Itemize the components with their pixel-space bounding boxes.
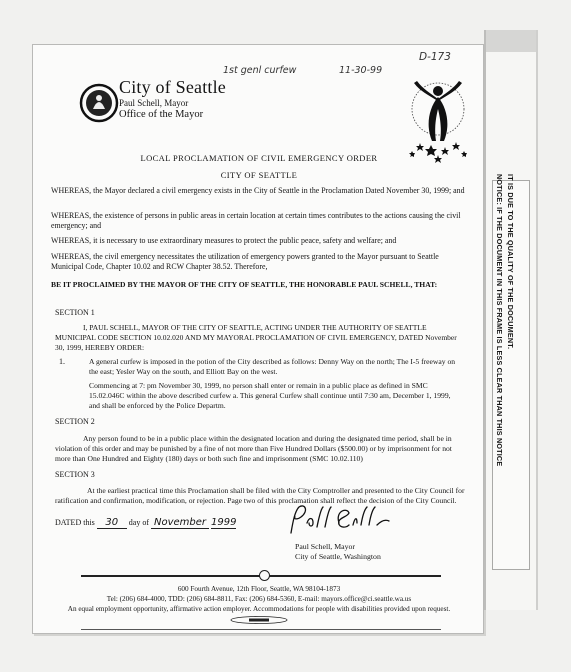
penalty-text: Any person found to be in a public place within the designated location and during the designated time period, shall be in violation of this order and may be punished by a fine of not more than Five Hundred Dollars ($500.00) or by imprisonment for not more than One Hundred and Eighty (180) days or both such fine and imprisonment (SMC 10.02.110)	[55, 434, 452, 463]
city-name: City of Seattle	[119, 77, 226, 97]
microfilm-side-strip	[484, 30, 538, 610]
footer-contact: Tel: (206) 684-4000, TDD: (206) 684-8811, Fax: (206) 684-5360, E-mail: mayors.office@ci.seattle.wa.us	[106, 595, 412, 603]
notice-frame	[492, 174, 530, 570]
footer-equal-opportunity: An equal employment opportunity, affirmative action employer. Accommodations for people with disabilities provided upon request.	[67, 605, 451, 613]
document-page	[32, 44, 484, 634]
filing-text: At the earliest practical time this Proclamation shall be filed with the City Comptroller and presented to the City Council for ratification and confirmation, modification, or rejection. Page two of this proclamation shall reflect the decision of the City Council.	[55, 486, 465, 505]
curfew-area-text: A general curfew is imposed in the potion of the City described as follows: Denny Way on the north; The I-5 freeway on the east; Yesler Way on the south, and Elliott Bay on the west.	[89, 357, 456, 376]
dated-mid: day of	[128, 518, 149, 527]
section-heading: SECTION 2	[55, 417, 95, 426]
dated-year: 1999	[211, 517, 237, 528]
curfew-time-text: Commencing at 7: pm November 30, 1999, no person shall enter or remain in a public place as defined in SMC 15.02.046C within the above described curfew a. This general Curfew shall continue until 7:30 am, December 1, 1999, and shall be enforced by the Police Departm.	[89, 381, 451, 410]
notice-line-1: NOTICE: IF THE DOCUMENT IN THIS FRAME IS LESS CLEAR THAN THIS NOTICE	[495, 174, 504, 467]
footer-seal-icon	[259, 570, 270, 581]
city-seal-logo-icon	[79, 83, 119, 123]
list-number: 1.	[59, 357, 65, 366]
proclamation-subtitle: CITY OF SEATTLE	[220, 170, 298, 180]
footer-address: 600 Fourth Avenue, 12th Floor, Seattle, WA 98104-1873	[177, 585, 341, 593]
whereas-paragraph: WHEREAS, the existence of persons in public areas in certain location at certain times contributes to the actions causing the civil emergency; and	[51, 211, 461, 230]
handwritten-note: 1st genl curfew	[223, 65, 297, 76]
notice-line-2: IT IS DUE TO THE QUALITY OF THE DOCUMENT.	[506, 174, 515, 350]
dated-month: November	[151, 517, 209, 529]
office-name: Office of the Mayor	[119, 109, 204, 120]
signatory-city: City of Seattle, Washington	[295, 552, 381, 561]
section-intro: I, PAUL SCHELL, MAYOR OF THE CITY OF SEATTLE, ACTING UNDER THE AUTHORITY OF SEATTLE MUNICIPAL CODE SECTION 10.02.020 AND MY MAYORAL PROCLAMATION OF CIVIL EMERGENCY, DATED November 30, 1999, HEREBY ORDER:	[55, 323, 457, 352]
footer-bottom-divider	[81, 629, 441, 630]
whereas-paragraph: WHEREAS, the Mayor declared a civil emergency exists in the City of Seattle in the Proclamation Dated November 30, 1999; and	[51, 186, 465, 195]
section-heading: SECTION 3	[55, 470, 95, 479]
union-bug-icon	[229, 616, 289, 624]
proclamation-title: LOCAL PROCLAMATION OF CIVIL EMERGENCY ORDER	[140, 153, 378, 163]
handwritten-number: D-173	[419, 51, 451, 63]
proclamation-statement: BE IT PROCLAIMED BY THE MAYOR OF THE CITY OF SEATTLE, THE HONORABLE PAUL SCHELL, THAT:	[51, 280, 438, 289]
dated-prefix: DATED this	[55, 518, 95, 527]
section-heading: SECTION 1	[55, 308, 95, 317]
whereas-paragraph: WHEREAS, it is necessary to use extraordinary measures to protect the public peace, safety and welfare; and	[51, 236, 397, 245]
whereas-paragraph: WHEREAS, the civil emergency necessitates the utilization of emergency powers granted to the Mayor pursuant to Seattle Municipal Code, Chapter 10.02 and RCW Chapter 38.52. Therefore,	[51, 252, 439, 271]
mayor-name: Paul Schell, Mayor	[119, 98, 189, 108]
strip-top-band	[486, 30, 536, 52]
dated-line	[55, 517, 236, 529]
signatory-name: Paul Schell, Mayor	[295, 542, 355, 551]
dated-day: 30	[97, 517, 127, 529]
handwritten-date: 11-30-99	[339, 65, 383, 76]
mayor-signature	[285, 503, 395, 537]
